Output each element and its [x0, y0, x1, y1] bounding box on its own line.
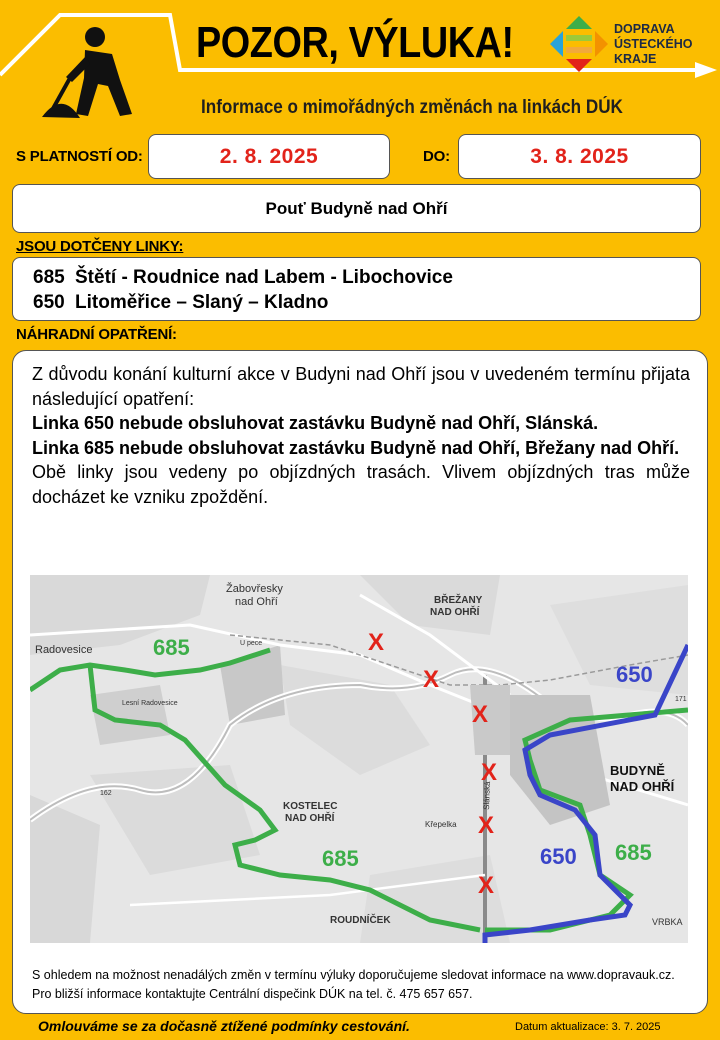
place-label: Radovesice [35, 644, 93, 656]
affected-lines-label: JSOU DOTČENY LINKY: [16, 238, 184, 255]
closed-stop-marker: X [481, 759, 498, 786]
line-label-650: 650 [616, 662, 653, 687]
place-label: Žabovřesky [226, 583, 283, 595]
logo-line-2: ÚSTECKÉHO [614, 37, 693, 51]
valid-to-value: 3. 8. 2025 [458, 134, 701, 179]
line-label-650: 650 [540, 844, 577, 869]
line-number: 685 [33, 267, 65, 288]
line-route: Litoměřice – Slaný – Kladno [75, 292, 329, 313]
logo-line-1: DOPRAVA [614, 22, 675, 36]
place-label: nad Ohří [235, 596, 278, 608]
valid-from-label: S PLATNOSTÍ OD: [16, 148, 143, 165]
apology-text: Omlouváme se za dočasně ztížené podmínky cestování. [38, 1018, 410, 1034]
closed-stop-marker: X [478, 872, 495, 899]
place-label: BŘEŽANY [434, 595, 483, 606]
road-worker-icon [40, 22, 150, 122]
place-label: ROUDNÍČEK [330, 915, 391, 926]
place-label: Slánská [482, 781, 492, 811]
place-label: NAD OHŘÍ [610, 779, 675, 794]
place-label: Křepelka [425, 820, 457, 829]
measures-rule-685: Linka 685 nebude obsluhovat zastávku Budyně nad Ohří, Břežany nad Ohří. [32, 437, 680, 458]
affected-lines-box [12, 257, 701, 321]
measures-label: NÁHRADNÍ OPATŘENÍ: [16, 326, 177, 343]
page-title: POZOR, VÝLUKA! [196, 18, 514, 67]
place-label: BUDYNĚ [610, 763, 665, 778]
measures-rule-650: Linka 650 nebude obsluhovat zastávku Budyně nad Ohří, Slánská. [32, 413, 599, 433]
footnote: S ohledem na možnost nenadálých změn v termínu výluky doporučujeme sledovat informace na www.dopravauk.cz. Pro bližší informace kontaktujte Centrální dispečink DÚK na tel. č. 475 657 657. [32, 968, 675, 1001]
valid-to-label: DO: [423, 148, 450, 165]
reason-text: Pouť Budyně nad Ohří [265, 198, 448, 218]
closed-stop-marker: X [368, 629, 385, 656]
line-number: 650 [33, 292, 65, 313]
update-date: Datum aktualizace: 3. 7. 2025 [515, 1021, 661, 1033]
logo-text [614, 22, 692, 67]
closed-stop-marker: X [478, 812, 495, 839]
place-label: Lesní Radovesice [122, 700, 178, 707]
place-label: KOSTELEC [283, 801, 338, 812]
reason-box [12, 184, 701, 233]
line-row [33, 265, 700, 290]
detour-map [30, 575, 688, 943]
duk-logo [548, 14, 718, 74]
line-label-685: 685 [153, 635, 190, 660]
place-label: U pece [240, 640, 263, 647]
closed-stop-marker: X [423, 666, 440, 693]
logo-line-3: KRAJE [614, 52, 657, 66]
place-label: NAD OHŘÍ [430, 607, 480, 618]
place-label: NAD OHŘÍ [285, 813, 335, 824]
measures-intro: Z důvodu konání kulturní akce v Budyni nad Ohří jsou v uvedeném termínu přijata následující opatření: [32, 364, 690, 409]
closed-stop-marker: X [472, 701, 489, 728]
duk-logo-icon [548, 14, 610, 74]
measures-detour: Obě linky jsou vedeny po objízdných trasách. Vlivem objízdných tras může docházet ke vzniku zpoždění. [32, 462, 690, 507]
line-label-685: 685 [615, 840, 652, 865]
valid-from-value: 2. 8. 2025 [148, 134, 390, 179]
place-label: VRBKA [652, 917, 683, 927]
line-route: Štětí - Roudnice nad Labem - Libochovice [75, 267, 453, 288]
elevation-label: 171 [675, 696, 687, 703]
line-row [33, 290, 700, 315]
line-label-685: 685 [322, 846, 359, 871]
elevation-label: 162 [100, 790, 112, 797]
measures-text [32, 362, 690, 509]
page-subtitle: Informace o mimořádných změnách na linkách DÚK [201, 97, 623, 118]
